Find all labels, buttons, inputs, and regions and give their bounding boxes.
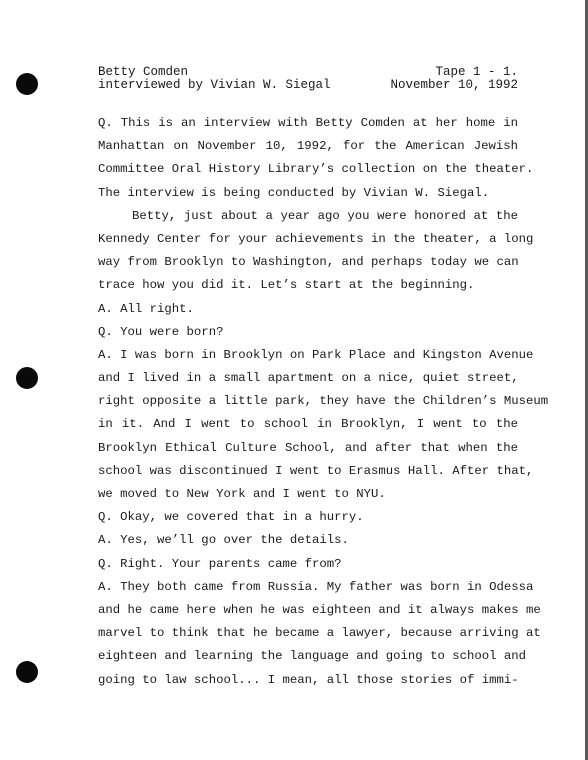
binder-hole (16, 367, 38, 389)
binder-hole (16, 661, 38, 683)
transcript-line: marvel to think that he became a lawyer, because arriving at (98, 626, 541, 641)
interviewer-credit: interviewed by Vivian W. Siegal (98, 78, 331, 92)
transcript-line: Kennedy Center for your achievements in the theater, a long (98, 231, 534, 246)
transcript-line: The interview is being conducted by Vivian W. Siegal. (98, 185, 490, 200)
transcript-line: right opposite a little park, they have the Children’s Museum (98, 394, 549, 409)
binder-hole (16, 73, 38, 95)
transcript-line: and I lived in a small apartment on a nice, quiet street, (98, 371, 519, 386)
interview-date: November 10, 1992 (390, 78, 518, 92)
transcript-line: A. All right. (98, 301, 194, 316)
transcript-line: Committee Oral History Library’s collection on the theater. (98, 162, 534, 177)
transcript-line: A. I was born in Brooklyn on Park Place and Kingston Avenue (98, 347, 534, 362)
transcript-line: A. They both came from Russia. My father was born in Odessa (98, 579, 534, 594)
transcript-line: way from Brooklyn to Washington, and perhaps today we can (98, 255, 519, 270)
transcript-line: trace how you did it. Let’s start at the beginning. (98, 278, 475, 293)
transcript-line: Q. Okay, we covered that in a hurry. (98, 510, 364, 525)
transcript-line: A. Yes, we’ll go over the details. (98, 533, 349, 548)
interviewee-name: Betty Comden (98, 65, 189, 79)
tape-number: Tape 1 - 1. (435, 65, 518, 79)
transcript-line: and he came here when he was eighteen and it always makes me (98, 602, 541, 617)
header-row-2 (98, 79, 518, 92)
transcript-header (98, 66, 518, 92)
transcript-line: we moved to New York and I went to NYU. (98, 487, 386, 501)
transcript-line: eighteen and learning the language and going to school and (98, 649, 527, 664)
transcript-line: Manhattan on November 10, 1992, for the American Jewish (98, 139, 518, 154)
transcript-line: school was discontinued I went to Erasmus Hall. After that, (98, 463, 534, 478)
transcript-line: Brooklyn Ethical Culture School, and after that when the (98, 440, 518, 455)
transcript-line: going to law school... I mean, all those stories of immi- (98, 672, 519, 687)
transcript-line: Q. You were born? (98, 324, 224, 339)
transcript-line: in it. And I went to school in Brooklyn, I went to the (98, 417, 518, 432)
transcript-body (98, 112, 549, 692)
transcript-line: Q. Right. Your parents came from? (98, 556, 342, 571)
transcript-line: Betty, just about a year ago you were honored at the (132, 208, 518, 223)
transcript-line: Q. This is an interview with Betty Comden at her home in (98, 116, 518, 130)
